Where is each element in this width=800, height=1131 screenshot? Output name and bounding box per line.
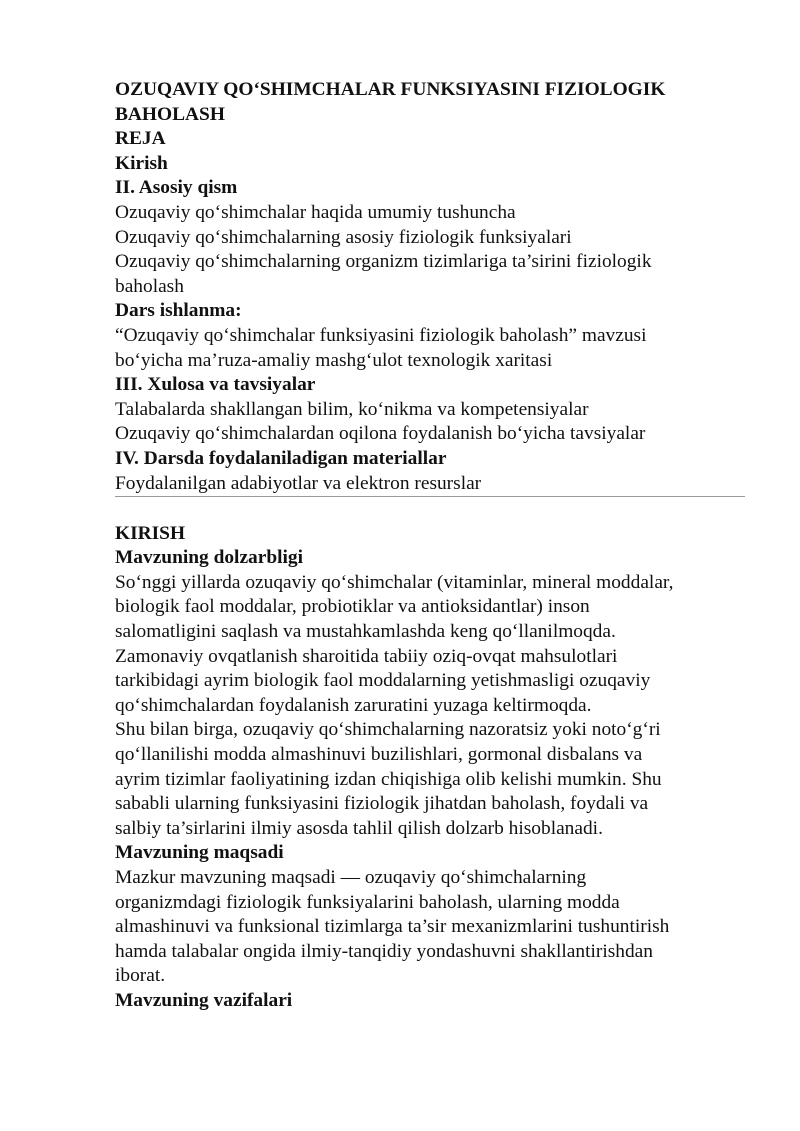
document-page	[115, 78, 745, 1014]
intro-heading: KIRISH	[115, 522, 186, 544]
section-4-heading: IV. Darsda foydalaniladigan materiallar	[115, 447, 447, 469]
blank-line	[115, 497, 745, 522]
goal-paragraph-line: Mazkur mavzuning maqsadi — ozuqaviy qo‘shimchalarning	[115, 867, 587, 888]
goal-paragraph-line: iborat.	[115, 965, 166, 987]
tasks-heading: Mavzuning vazifalari	[115, 989, 293, 1011]
section-2-item: baholash	[115, 275, 184, 297]
section-3-item: Ozuqaviy qo‘shimchalardan oqilona foydalanish bo‘yicha tavsiyalar	[115, 423, 646, 445]
relevance-paragraph-line: Shu bilan birga, ozuqaviy qo‘shimchalarning nazoratsiz yoki noto‘g‘ri	[115, 719, 661, 741]
section-2-item: Ozuqaviy qo‘shimchalarning organizm tizimlariga ta’sirini fiziologik	[115, 251, 652, 273]
relevance-paragraph-line: tarkibidagi ayrim biologik faol moddalarning yetishmasligi ozuqaviy	[115, 670, 651, 692]
section-2-item: Ozuqaviy qo‘shimchalar haqida umumiy tushuncha	[115, 201, 516, 223]
plan-item-kirish: Kirish	[115, 152, 168, 174]
section-3-heading: III. Xulosa va tavsiyalar	[115, 374, 316, 396]
dars-ishlanma-heading: Dars ishlanma:	[115, 300, 242, 322]
relevance-paragraph-line: So‘nggi yillarda ozuqaviy qo‘shimchalar (vitaminlar, mineral moddalar,	[115, 571, 674, 593]
goal-paragraph-line: almashinuvi va funksional tizimlarga ta’sir mexanizmlarini tushuntirish	[115, 916, 670, 938]
relevance-paragraph-line: biologik faol moddalar, probiotiklar va antioksidantlar) inson	[115, 596, 590, 618]
plan-heading: REJA	[115, 128, 166, 150]
relevance-paragraph-line: salomatligini saqlash va mustahkamlashda keng qo‘llanilmoqda.	[115, 621, 616, 643]
goal-paragraph-line: hamda talabalar ongida ilmiy-tanqidiy yondashuvni shakllantirishdan	[115, 940, 653, 962]
document-title-line-1: OZUQAVIY QO‘SHIMCHALAR FUNKSIYASINI FIZIOLOGIK	[115, 79, 666, 100]
section-2-item: Ozuqaviy qo‘shimchalarning asosiy fiziologik funksiyalari	[115, 226, 572, 248]
relevance-paragraph-line: ayrim tizimlar faoliyatining izdan chiqishiga olib kelishi mumkin. Shu	[115, 768, 662, 790]
section-4-item: Foydalanilgan adabiyotlar va elektron resurslar	[115, 472, 482, 494]
goal-heading: Mavzuning maqsadi	[115, 842, 284, 864]
goal-paragraph-line: organizmdagi fiziologik funksiyalarini baholash, ularning modda	[115, 891, 620, 913]
relevance-paragraph-line: salbiy ta’sirlarini ilmiy asosda tahlil qilish dolzarb hisoblanadi.	[115, 817, 603, 839]
relevance-paragraph-line: sababli ularning funksiyasini fiziologik jihatdan baholash, foydali va	[115, 793, 649, 815]
relevance-paragraph-line: qo‘shimchalardan foydalanish zaruratini yuzaga keltirmoqda.	[115, 694, 592, 716]
relevance-paragraph-line: Zamonaviy ovqatlanish sharoitida tabiiy oziq-ovqat mahsulotlari	[115, 645, 618, 667]
dars-ishlanma-line: bo‘yicha ma’ruza-amaliy mashg‘ulot texnologik xaritasi	[115, 349, 553, 371]
relevance-heading: Mavzuning dolzarbligi	[115, 547, 303, 569]
section-3-item: Talabalarda shakllangan bilim, ko‘nikma va kompetensiyalar	[115, 398, 589, 420]
relevance-paragraph-line: qo‘llanilishi modda almashinuvi buzilishlari, gormonal disbalans va	[115, 744, 643, 766]
dars-ishlanma-line: “Ozuqaviy qo‘shimchalar funksiyasini fiziologik baholash” mavzusi	[115, 324, 647, 346]
section-2-heading: II. Asosiy qism	[115, 177, 238, 199]
document-title-line-2: BAHOLASH	[115, 103, 225, 125]
